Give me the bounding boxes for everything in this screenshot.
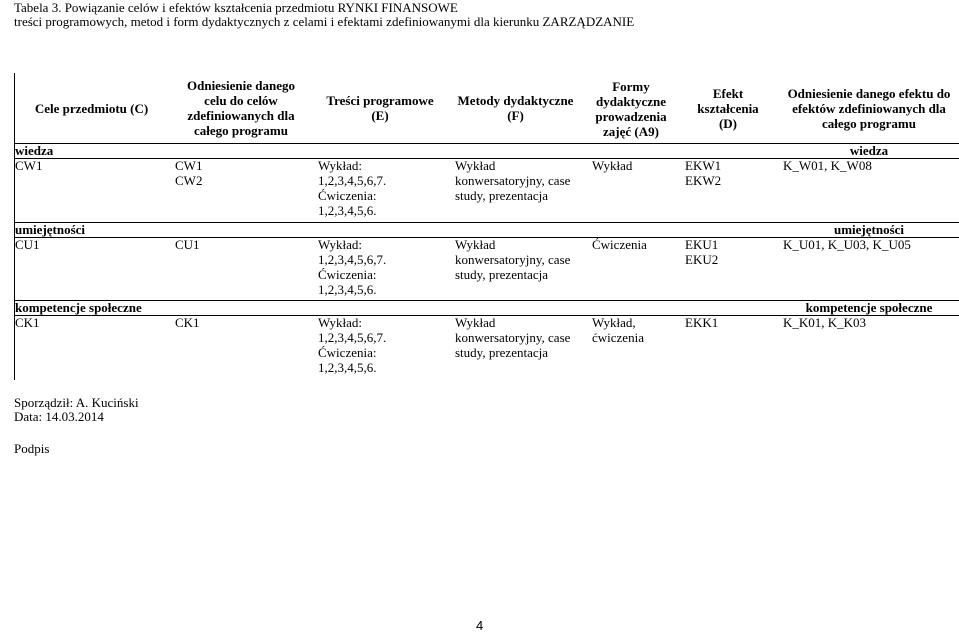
cel-cell: CU1 bbox=[15, 237, 40, 252]
formy-cell: Wykład, ćwiczenia bbox=[592, 315, 644, 345]
header-tresci: Treści programowe (E) bbox=[326, 93, 434, 123]
header-odniesienie-celu: Odniesienie danego celu do celów zdefiniowanych dla całego programu bbox=[187, 78, 295, 138]
cel-cell: CW1 bbox=[15, 158, 43, 173]
page-number: 4 bbox=[476, 618, 484, 633]
tresci-cell: Wykład: 1,2,3,4,5,6,7. Ćwiczenia: 1,2,3,4,5,6. bbox=[318, 158, 387, 218]
section-label-wiedza: wiedza bbox=[15, 143, 54, 158]
tresci-cell: Wykład: 1,2,3,4,5,6,7. Ćwiczenia: 1,2,3,4,5,6. bbox=[318, 237, 387, 297]
section-right-label-umiejetnosci: umiejętności bbox=[833, 222, 905, 237]
metody-cell: Wykład konwersatoryjny, case study, prezentacja bbox=[455, 237, 571, 282]
cel-cell: CK1 bbox=[15, 315, 40, 330]
efekt-cell: EKW1 EKW2 bbox=[685, 158, 722, 188]
formy-cell: Ćwiczenia bbox=[592, 237, 647, 252]
formy-cell: Wykład bbox=[592, 158, 633, 173]
header-cele: Cele przedmiotu (C) bbox=[34, 101, 149, 116]
odniesienie-efektu-cell: K_W01, K_W08 bbox=[783, 158, 872, 173]
tresci-cell: Wykład: 1,2,3,4,5,6,7. Ćwiczenia: 1,2,3,4,5,6. bbox=[318, 315, 387, 375]
efekt-cell: EKK1 bbox=[685, 315, 719, 330]
header-odniesienie-efektu: Odniesienie danego efektu do efektów zdefiniowanych dla całego programu bbox=[787, 86, 951, 131]
header-efekt: Efekt kształcenia (D) bbox=[697, 86, 759, 131]
header-metody: Metody dydaktyczne (F) bbox=[457, 93, 574, 123]
odniesienie-cell: CU1 bbox=[175, 237, 200, 252]
odniesienie-efektu-cell: K_K01, K_K03 bbox=[783, 315, 867, 330]
section-label-kompetencje: kompetencje społeczne bbox=[15, 300, 142, 315]
signature-label: Podpis bbox=[14, 441, 50, 456]
date-line: Data: 14.03.2014 bbox=[14, 409, 104, 424]
metody-cell: Wykład konwersatoryjny, case study, prezentacja bbox=[455, 315, 571, 360]
section-label-umiejetnosci: umiejętności bbox=[15, 222, 86, 237]
table-subcaption: treści programowych, metod i form dydaktycznych z celami i efektami zdefiniowanymi dla kierunku ZARZĄDZANIE bbox=[14, 14, 635, 29]
odniesienie-cell: CK1 bbox=[175, 315, 200, 330]
section-right-label-wiedza: wiedza bbox=[849, 143, 889, 158]
odniesienie-cell: CW1 CW2 bbox=[175, 158, 203, 188]
efekt-cell: EKU1 EKU2 bbox=[685, 237, 719, 267]
author-line: Sporządził: A. Kuciński bbox=[14, 395, 139, 410]
section-right-label-kompetencje: kompetencje społeczne bbox=[805, 300, 933, 315]
table-caption: Tabela 3. Powiązanie celów i efektów kształcenia przedmiotu RYNKI FINANSOWE bbox=[14, 0, 458, 15]
header-formy: Formy dydaktyczne prowadzenia zajęć (A9) bbox=[595, 79, 667, 139]
metody-cell: Wykład konwersatoryjny, case study, prezentacja bbox=[455, 158, 571, 203]
odniesienie-efektu-cell: K_U01, K_U03, K_U05 bbox=[783, 237, 911, 252]
